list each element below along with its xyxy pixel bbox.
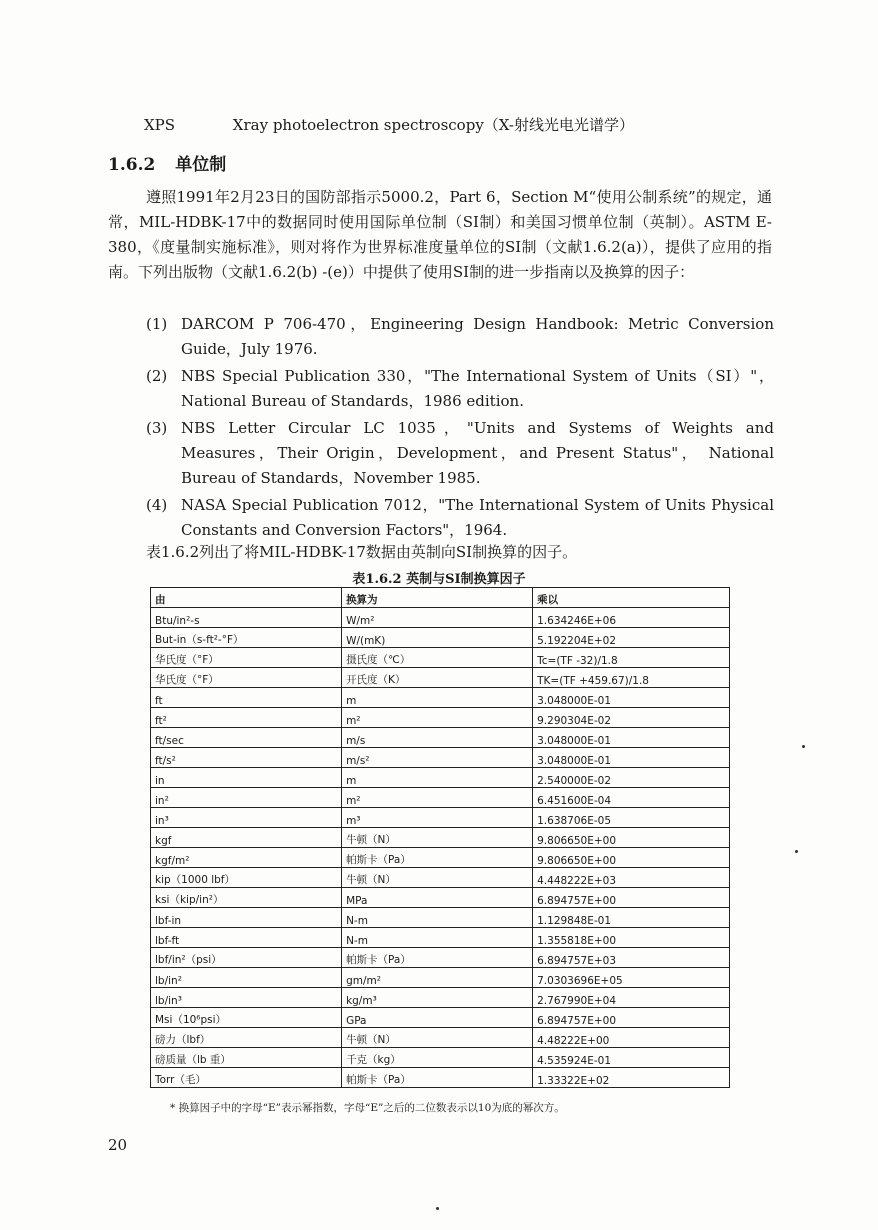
cell-from-unit: ft/sec (151, 728, 342, 748)
table-row (151, 668, 730, 688)
cell-from-unit: in (151, 768, 342, 788)
cell-to-unit: m² (342, 708, 533, 728)
abbreviation-code: XPS (144, 116, 176, 134)
table-row (151, 688, 730, 708)
cell-to-unit: kg/m³ (342, 988, 533, 1008)
cell-from-unit: 华氏度（°F） (151, 648, 342, 668)
cell-from-unit: 华氏度（°F） (151, 668, 342, 688)
cell-factor: 3.048000E-01 (533, 748, 730, 768)
cell-to-unit: 牛顿（N） (342, 828, 533, 848)
cell-from-unit: ksi（kip/in²） (151, 888, 342, 908)
table-row (151, 628, 730, 648)
table-row (151, 808, 730, 828)
cell-from-unit: lbf/in²（psi） (151, 948, 342, 968)
abbreviation-line (144, 114, 634, 135)
table-caption: 表1.6.2 英制与SI制换算因子 (352, 572, 526, 587)
table-row (151, 1008, 730, 1028)
header-to: 换算为 (342, 588, 533, 608)
cell-from-unit: But-in（s-ft²-°F） (151, 628, 342, 648)
cell-from-unit: lb/in³ (151, 988, 342, 1008)
reference-text: DARCOM P 706-470，Engineering Design Handbook: Metric Conversion Guide，July 1976. (181, 315, 774, 358)
cell-to-unit: MPa (342, 888, 533, 908)
cell-from-unit: in² (151, 788, 342, 808)
cell-factor: 3.048000E-01 (533, 728, 730, 748)
table-row (151, 648, 730, 668)
cell-to-unit: m/s² (342, 748, 533, 768)
cell-to-unit: 摄氏度（℃） (342, 648, 533, 668)
cell-factor: 2.767990E+04 (533, 988, 730, 1008)
table-row (151, 888, 730, 908)
cell-from-unit: ft/s² (151, 748, 342, 768)
cell-factor: 9.806650E+00 (533, 828, 730, 848)
conversion-table (150, 587, 730, 1088)
cell-factor: 4.448222E+03 (533, 868, 730, 888)
cell-factor: 5.192204E+02 (533, 628, 730, 648)
table-row (151, 868, 730, 888)
reference-number: (1) (146, 315, 168, 333)
cell-to-unit: m³ (342, 808, 533, 828)
reference-list (146, 312, 774, 545)
section-title: 单位制 (175, 155, 227, 175)
table-row (151, 928, 730, 948)
cell-to-unit: 帕斯卡（Pa） (342, 948, 533, 968)
reference-item (146, 364, 774, 414)
table-row (151, 988, 730, 1008)
cell-factor: 1.355818E+00 (533, 928, 730, 948)
table-row (151, 748, 730, 768)
cell-factor: 4.535924E-01 (533, 1048, 730, 1068)
cell-from-unit: Msi（10⁶psi） (151, 1008, 342, 1028)
cell-from-unit: Btu/in²-s (151, 608, 342, 628)
table-body (151, 608, 730, 1088)
cell-from-unit: kgf/m² (151, 848, 342, 868)
cell-to-unit: 牛顿（N） (342, 1028, 533, 1048)
table-row (151, 968, 730, 988)
table-row (151, 608, 730, 628)
cell-to-unit: N-m (342, 908, 533, 928)
reference-item (146, 416, 774, 491)
cell-to-unit: 千克（kg） (342, 1048, 533, 1068)
cell-to-unit: GPa (342, 1008, 533, 1028)
cell-to-unit: m/s (342, 728, 533, 748)
table-row (151, 728, 730, 748)
page-number: 20 (108, 1136, 128, 1154)
scan-speck (436, 1207, 439, 1210)
table-row (151, 828, 730, 848)
cell-factor: 3.048000E-01 (533, 688, 730, 708)
cell-to-unit: 帕斯卡（Pa） (342, 1068, 533, 1088)
cell-to-unit: W/(mK) (342, 628, 533, 648)
cell-from-unit: 磅质量（lb 重） (151, 1048, 342, 1068)
table-row (151, 1048, 730, 1068)
scan-speck (795, 850, 798, 853)
reference-number: (4) (146, 496, 168, 514)
cell-factor: 1.638706E-05 (533, 808, 730, 828)
cell-from-unit: ft² (151, 708, 342, 728)
cell-to-unit: m (342, 688, 533, 708)
cell-factor: 1.129848E-01 (533, 908, 730, 928)
reference-item (146, 493, 774, 543)
cell-to-unit: gm/m² (342, 968, 533, 988)
table-row (151, 848, 730, 868)
table-row (151, 708, 730, 728)
cell-factor: 1.634246E+06 (533, 608, 730, 628)
table-row (151, 1028, 730, 1048)
cell-from-unit: kip（1000 lbf） (151, 868, 342, 888)
table-intro: 表1.6.2列出了将MIL-HDBK-17数据由英制向SI制换算的因子。 (146, 543, 578, 561)
cell-factor: 2.540000E-02 (533, 768, 730, 788)
cell-factor: 6.894757E+00 (533, 1008, 730, 1028)
cell-from-unit: lbf-in (151, 908, 342, 928)
cell-to-unit: m² (342, 788, 533, 808)
cell-to-unit: 帕斯卡（Pa） (342, 848, 533, 868)
table-header-row (151, 588, 730, 608)
cell-factor: TK=(TF +459.67)/1.8 (533, 668, 730, 688)
cell-factor: 7.0303696E+05 (533, 968, 730, 988)
cell-to-unit: W/m² (342, 608, 533, 628)
table-row (151, 908, 730, 928)
reference-text: NBS Letter Circular LC 1035，"Units and Systems of Weights and Measures，Their Origin，Development，and Present Status"， National Bureau of Standards，November 1985. (181, 419, 774, 487)
cell-factor: 6.894757E+00 (533, 888, 730, 908)
scan-speck (802, 745, 805, 748)
reference-number: (2) (146, 367, 168, 385)
cell-to-unit: N-m (342, 928, 533, 948)
reference-item (146, 312, 774, 362)
section-heading (108, 150, 226, 175)
cell-factor: 9.806650E+00 (533, 848, 730, 868)
table-row (151, 768, 730, 788)
cell-factor: 4.48222E+00 (533, 1028, 730, 1048)
cell-from-unit: lb/in² (151, 968, 342, 988)
cell-factor: 6.894757E+03 (533, 948, 730, 968)
cell-factor: 6.451600E-04 (533, 788, 730, 808)
cell-factor: 9.290304E-02 (533, 708, 730, 728)
cell-factor: Tc=(TF -32)/1.8 (533, 648, 730, 668)
cell-from-unit: lbf-ft (151, 928, 342, 948)
cell-from-unit: 磅力（lbf） (151, 1028, 342, 1048)
reference-text: NBS Special Publication 330，"The International System of Units（SI）"， National Bureau of Standards，1986 edition. (181, 367, 774, 410)
cell-to-unit: 牛顿（N） (342, 868, 533, 888)
table-row (151, 788, 730, 808)
reference-number: (3) (146, 419, 168, 437)
body-paragraph: 遵照1991年2月23日的国防部指示5000.2，Part 6，Section M“使用公制系统”的规定，通常，MIL-HDBK-17中的数据同时使用国际单位制（SI制）和美国习惯单位制（英制）。ASTM E-380，《度量制实施标准》，则对将作为世界标准度量单位的SI制（文献1.6.2(a)），提供了应用的指南。下列出版物（文献1.6.2(b) -(e)）中提供了使用SI制的进一步指南以及换算的因子： (108, 188, 772, 281)
footnote: * 换算因子中的字母“E”表示幂指数，字母“E”之后的二位数表示以10为底的幂次方。 (170, 1102, 565, 1114)
cell-from-unit: Torr（毛） (151, 1068, 342, 1088)
header-multiply: 乘以 (533, 588, 730, 608)
table-row (151, 1068, 730, 1088)
table-row (151, 948, 730, 968)
header-from: 由 (151, 588, 342, 608)
section-number: 1.6.2 (108, 155, 156, 175)
cell-to-unit: m (342, 768, 533, 788)
abbreviation-definition: Xray photoelectron spectroscopy（X-射线光电光谱学） (232, 116, 635, 134)
cell-to-unit: 开氏度（K） (342, 668, 533, 688)
cell-factor: 1.33322E+02 (533, 1068, 730, 1088)
cell-from-unit: kgf (151, 828, 342, 848)
reference-text: NASA Special Publication 7012，"The International System of Units Physical Constants and Conversion Factors"，1964. (181, 496, 774, 539)
cell-from-unit: ft (151, 688, 342, 708)
cell-from-unit: in³ (151, 808, 342, 828)
